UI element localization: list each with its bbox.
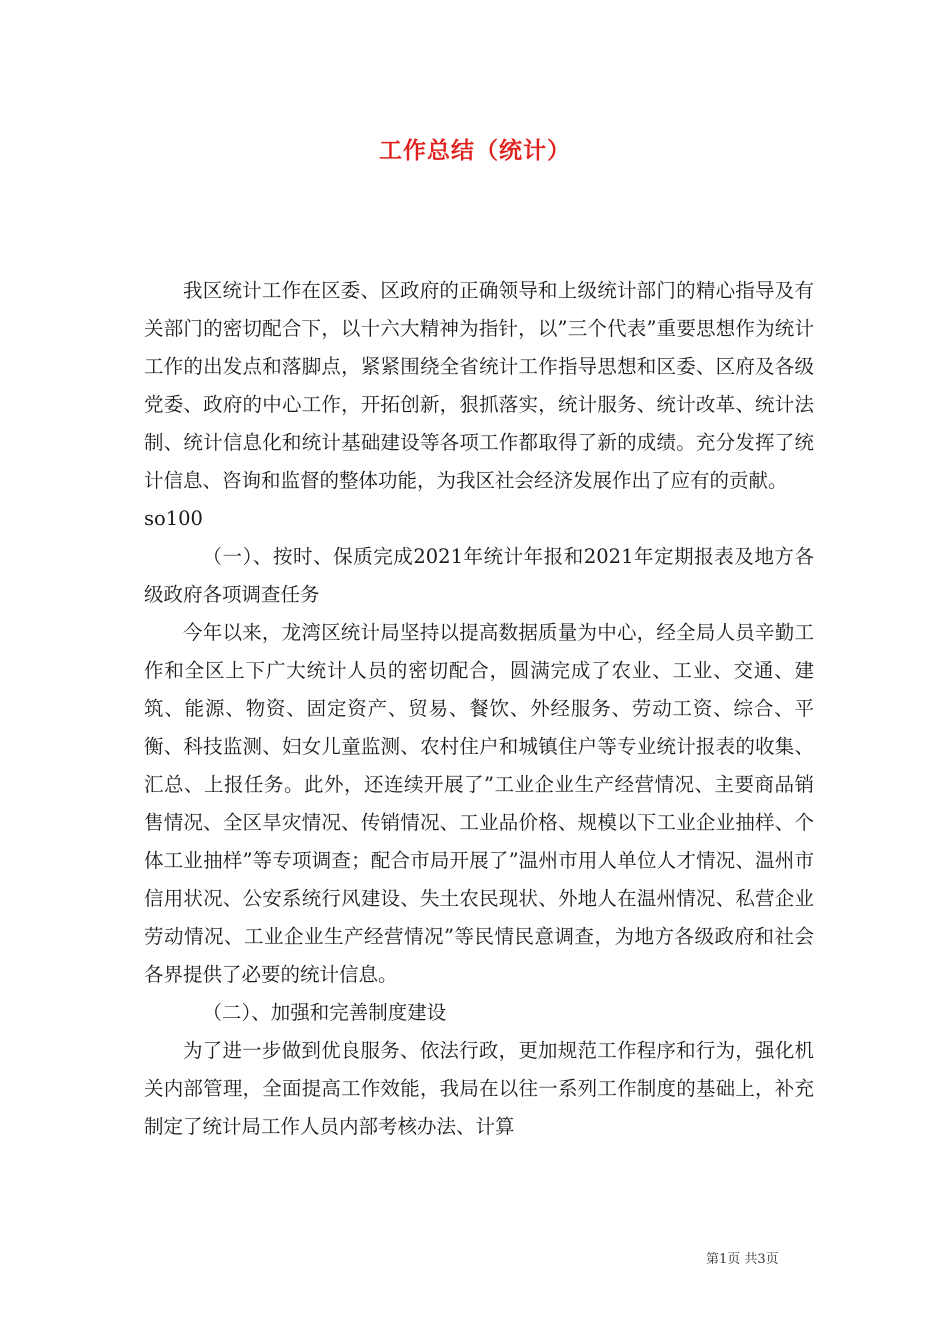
section-heading-1: （一）、按时、保质完成2021年统计年报和2021年定期报表及地方各级政府各项调查任务: [144, 545, 814, 606]
page-number: 第1页 共3页: [706, 1252, 779, 1267]
paragraph-section-1: 今年以来，龙湾区统计局坚持以提高数据质量为中心，经全局人员辛勤工作和全区上下广大统计人员的密切配合，圆满完成了农业、工业、交通、建筑、能源、物资、固定资产、贸易、餐饮、外经服务、劳动工资、综合、平衡、科技监测、妇女儿童监测、农村住户和城镇住户等专业统计报表的收集、汇总、上报任务。此外，还连续开展了”工业企业生产经营情况、主要商品销售情况、全区旱灾情况、传销情况、工业品价格、规模以下工业企业抽样、个体工业抽样”等专项调查；配合市局开展了”温州市用人单位人才情况、温州市信用状况、公安系统行风建设、失土农民现状、外地人在温州情况、私营企业劳动情况、工业企业生产经营情况”等民情民意调查，为地方各级政府和社会各界提供了必要的统计信息。: [144, 621, 814, 986]
paragraph-code: so100: [144, 507, 203, 530]
page-title: 工作总结（统计）: [379, 137, 571, 164]
section-heading-2: （二）、加强和完善制度建设: [202, 1001, 447, 1024]
document-body: [144, 272, 814, 1146]
paragraph-section-2: 为了进一步做到优良服务、依法行政，更加规范工作程序和行为，强化机关内部管理，全面提高工作效能，我局在以往一系列工作制度的基础上，补充制定了统计局工作人员内部考核办法、计算: [144, 1039, 814, 1138]
paragraph-intro: 我区统计工作在区委、区政府的正确领导和上级统计部门的精心指导及有关部门的密切配合下，以十六大精神为指针，以”三个代表”重要思想作为统计工作的出发点和落脚点，紧紧围绕全省统计工作指导思想和区委、区府及各级党委、政府的中心工作，开拓创新，狠抓落实，统计服务、统计改革、统计法制、统计信息化和统计基础建设等各项工作都取得了新的成绩。充分发挥了统计信息、咨询和监督的整体功能，为我区社会经济发展作出了应有的贡献。: [144, 279, 814, 492]
